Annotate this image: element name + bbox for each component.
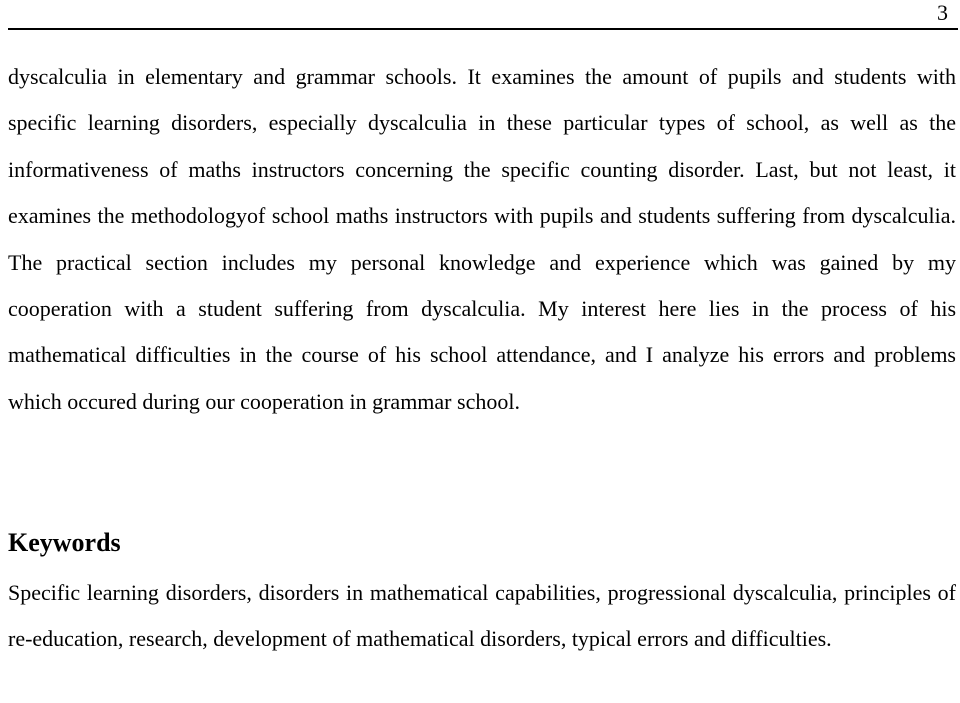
header-rule — [8, 28, 958, 30]
keywords-heading: Keywords — [8, 528, 121, 557]
page-number: 3 — [937, 0, 948, 25]
body-paragraph: dyscalculia in elementary and grammar schools. It examines the amount of pupils and students with specific learning disorders, especially dyscalculia in these particular types of school, as well as the informativeness of maths instructors concerning the specific counting disorder. Last, but not least, it examines the methodologyof school maths instructors with pupils and students suffering from dyscalculia. The practical section includes my personal knowledge and experience which was gained by my cooperation with a student suffering from dyscalculia. My interest here lies in the process of his mathematical difficulties in the course of his school attendance, and I analyze his errors and problems which occured during our cooperation in grammar school. — [8, 64, 956, 414]
keywords-text: Specific learning disorders, disorders in mathematical capabilities, progressional dyscalculia, principles of re-education, research, development of mathematical disorders, typical errors and difficulties. — [8, 580, 956, 652]
